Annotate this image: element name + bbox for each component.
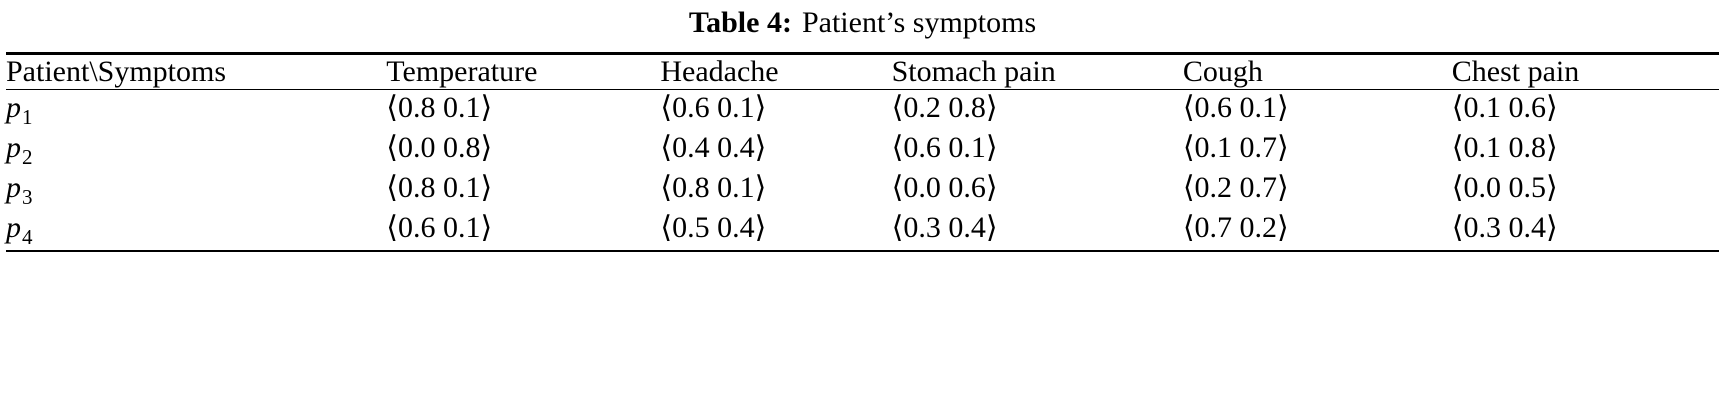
cell-chest-pain: ⟨0.0 0.5⟩ xyxy=(1451,171,1558,204)
column-header-patient-symptoms: Patient\Symptoms xyxy=(6,55,227,88)
cell-temperature: ⟨0.6 0.1⟩ xyxy=(386,211,493,244)
table-rule-bottom xyxy=(6,251,1719,252)
table-row xyxy=(6,210,1719,251)
caption-text: Patient’s symptoms xyxy=(801,6,1037,39)
table-caption xyxy=(6,0,1719,52)
table-header-row xyxy=(6,55,1719,90)
column-header-cough: Cough xyxy=(1182,55,1263,88)
cell-temperature: ⟨0.8 0.1⟩ xyxy=(386,91,493,124)
row-label xyxy=(6,90,386,130)
column-header-chest-pain: Chest pain xyxy=(1451,55,1580,88)
row-label xyxy=(6,170,386,210)
cell-temperature: ⟨0.8 0.1⟩ xyxy=(386,171,493,204)
table-row xyxy=(6,130,1719,170)
patient-symbol: p xyxy=(6,211,21,244)
cell-headache: ⟨0.6 0.1⟩ xyxy=(660,91,767,124)
row-label xyxy=(6,210,386,251)
cell-headache: ⟨0.5 0.4⟩ xyxy=(660,211,767,244)
cell-stomach-pain: ⟨0.2 0.8⟩ xyxy=(891,91,998,124)
row-label xyxy=(6,130,386,170)
cell-chest-pain: ⟨0.3 0.4⟩ xyxy=(1451,211,1558,244)
caption-label: Table 4: xyxy=(688,6,792,39)
cell-cough: ⟨0.2 0.7⟩ xyxy=(1182,171,1289,204)
patient-symbol: p xyxy=(6,131,21,164)
column-header-stomach-pain: Stomach pain xyxy=(891,55,1056,88)
patient-index: 2 xyxy=(22,145,33,169)
patient-index: 3 xyxy=(22,185,33,209)
patient-symbol: p xyxy=(6,171,21,204)
column-header-temperature: Temperature xyxy=(386,55,538,88)
patient-symbol: p xyxy=(6,91,21,124)
cell-headache: ⟨0.4 0.4⟩ xyxy=(660,131,767,164)
patient-index: 1 xyxy=(22,105,33,129)
cell-cough: ⟨0.6 0.1⟩ xyxy=(1182,91,1289,124)
cell-cough: ⟨0.7 0.2⟩ xyxy=(1182,211,1289,244)
cell-stomach-pain: ⟨0.0 0.6⟩ xyxy=(891,171,998,204)
cell-cough: ⟨0.1 0.7⟩ xyxy=(1182,131,1289,164)
column-header-headache: Headache xyxy=(660,55,779,88)
table-row xyxy=(6,90,1719,130)
table-row xyxy=(6,170,1719,210)
cell-stomach-pain: ⟨0.3 0.4⟩ xyxy=(891,211,998,244)
symptoms-table xyxy=(6,52,1719,252)
cell-stomach-pain: ⟨0.6 0.1⟩ xyxy=(891,131,998,164)
cell-temperature: ⟨0.0 0.8⟩ xyxy=(386,131,493,164)
patient-index: 4 xyxy=(22,225,33,249)
cell-headache: ⟨0.8 0.1⟩ xyxy=(660,171,767,204)
cell-chest-pain: ⟨0.1 0.6⟩ xyxy=(1451,91,1558,124)
cell-chest-pain: ⟨0.1 0.8⟩ xyxy=(1451,131,1558,164)
